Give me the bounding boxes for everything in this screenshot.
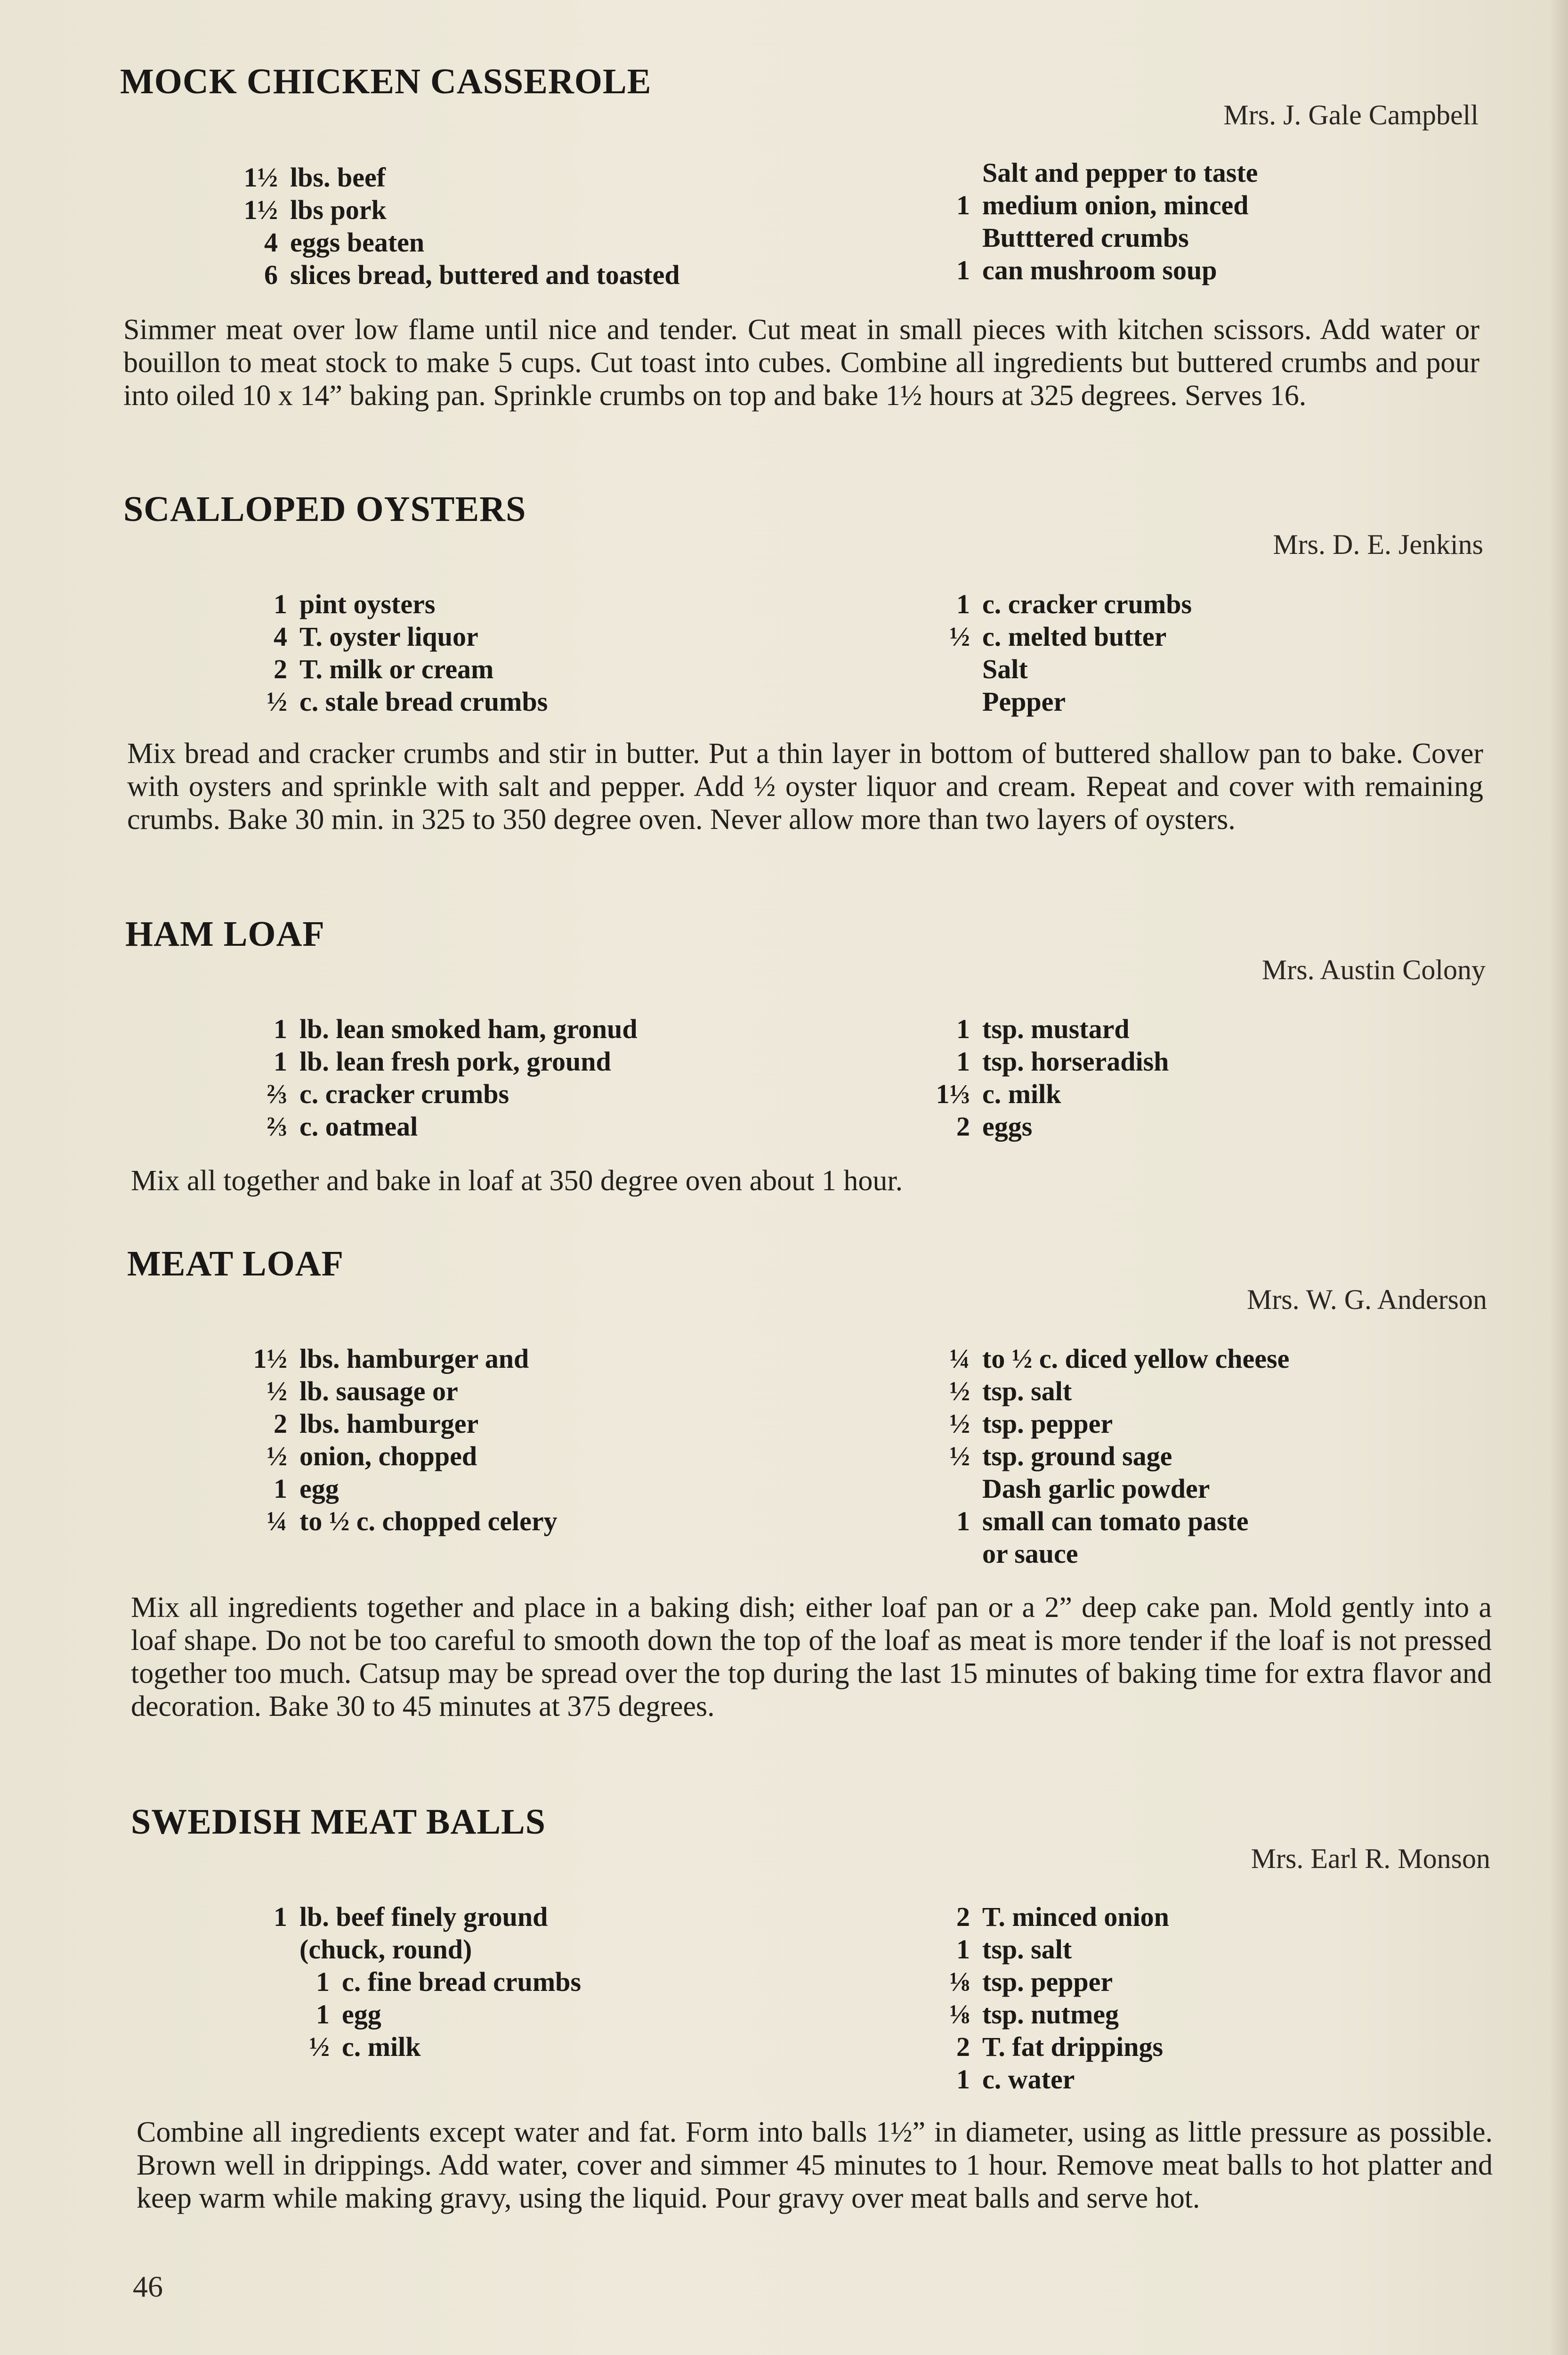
ingredient-amount: ½ (267, 1376, 287, 1406)
ingredient-amount: ½ (309, 2031, 330, 2062)
ingredient-amount: ½ (949, 1408, 970, 1439)
ingredient-amount: 1½ (243, 162, 278, 193)
ingredient-amount: 4 (264, 227, 278, 258)
ingredient-name: pint oysters (299, 589, 436, 619)
ingredient-amount: 1 (956, 589, 970, 619)
ingredient-name: to ½ c. diced yellow cheese (982, 1343, 1290, 1374)
ingredient-item (245, 620, 548, 653)
recipe-author: Mrs. D. E. Jenkins (1273, 529, 1483, 560)
ingredient-amount: 1 (316, 1999, 330, 2030)
ingredient-name: slices bread, buttered and toasted (290, 260, 680, 290)
ingredient-amount: ⅔ (267, 1111, 287, 1142)
ingredient-name: T. minced onion (982, 1901, 1169, 1932)
ingredient-name: medium onion, minced (982, 190, 1249, 220)
ingredient-name: c. fine bread crumbs (342, 1966, 582, 1997)
ingredient-item (245, 2030, 581, 2063)
ingredient-item (245, 1045, 638, 1078)
ingredient-amount: 1⅓ (936, 1079, 970, 1109)
ingredient-amount: 1½ (243, 195, 278, 225)
ingredient-item (923, 1900, 1169, 1933)
ingredient-name: c. stale bread crumbs (299, 686, 548, 717)
ingredient-amount (245, 1933, 299, 1965)
ingredient-item (923, 156, 1258, 189)
ingredient-amount (923, 221, 982, 254)
ingredient-name: c. milk (342, 2031, 421, 2062)
ingredient-item (245, 1965, 581, 1998)
ingredient-item (202, 226, 680, 259)
ingredient-name: lb. sausage or (299, 1376, 458, 1406)
ingredient-amount: ½ (949, 621, 970, 652)
ingredient-item (923, 653, 1192, 685)
ingredient-amount: 1 (274, 1014, 287, 1044)
ingredient-item (923, 1933, 1169, 1965)
recipe-title: HAM LOAF (125, 914, 325, 954)
ingredient-name: to ½ c. chopped celery (299, 1506, 558, 1536)
ingredient-list-left (245, 1013, 638, 1143)
ingredient-item (923, 1537, 1289, 1570)
ingredient-item (245, 1933, 581, 1965)
ingredient-item (202, 1407, 558, 1440)
ingredient-item (245, 588, 548, 620)
ingredient-name: c. oatmeal (299, 1111, 418, 1142)
ingredient-item (202, 1375, 558, 1407)
ingredient-amount: 1 (956, 255, 970, 285)
ingredient-name: c. melted butter (982, 621, 1167, 652)
recipe-directions: Mix all ingredients together and place in a baking dish; either loaf pan or a 2” deep cake pan. Mold gently into a loaf shape. Do not be too careful to smooth down the top of the loaf as meat is more tender if the loaf is not pressed together too much. Catsup may be spread over the top during the last 15 minutes of baking time for extra flavor and decoration. Bake 30 to 45 minutes at 375 degrees. (131, 1592, 1492, 1722)
ingredient-amount: ½ (949, 1376, 970, 1406)
recipe-author: Mrs. W. G. Anderson (1246, 1284, 1487, 1315)
ingredient-amount: 2 (274, 654, 287, 684)
ingredient-list-left (202, 161, 680, 291)
ingredient-name: Dash garlic powder (982, 1473, 1210, 1504)
recipe-directions: Simmer meat over low flame until nice and tender. Cut meat in small pieces with kitchen scissors. Add water or bouillon to meat stock to make 5 cups. Cut toast into cubes. Combine all ingredients but buttered crumbs and pour into oiled 10 x 14” baking pan. Sprinkle crumbs on top and bake 1½ hours at 325 degrees. Serves 16. (123, 314, 1479, 412)
ingredient-name: c. water (982, 2064, 1075, 2095)
ingredient-amount: 2 (274, 1408, 287, 1439)
ingredient-item (245, 1078, 638, 1110)
ingredient-amount: 2 (956, 2031, 970, 2062)
ingredient-item (245, 1110, 638, 1143)
ingredient-item (923, 1965, 1169, 1998)
ingredient-amount: 1 (316, 1966, 330, 1997)
ingredient-item (913, 1045, 1169, 1078)
ingredient-item (202, 161, 680, 194)
ingredient-item (913, 1078, 1169, 1110)
ingredient-item (202, 1472, 558, 1505)
ingredient-name: lbs. hamburger (299, 1408, 479, 1439)
ingredient-amount: 1 (956, 1934, 970, 1965)
ingredient-name: lb. beef finely ground (299, 1901, 548, 1932)
ingredient-amount: 2 (956, 1901, 970, 1932)
ingredient-item (923, 1998, 1169, 2030)
ingredient-name: lb. lean fresh pork, ground (299, 1046, 611, 1077)
ingredient-name: eggs beaten (290, 227, 425, 258)
ingredient-name: c. cracker crumbs (299, 1079, 509, 1109)
ingredient-amount: ⅔ (267, 1079, 287, 1109)
recipe-title: SCALLOPED OYSTERS (123, 489, 526, 529)
ingredient-amount (923, 1472, 982, 1505)
ingredient-item (913, 1013, 1169, 1045)
ingredient-item (923, 588, 1192, 620)
recipe-directions: Mix bread and cracker crumbs and stir in butter. Put a thin layer in bottom of buttered shallow pan to bake. Cover with oysters and sprinkle with salt and pepper. Add ½ oyster liquor and cream. Repeat and cover with remaining crumbs. Bake 30 min. in 325 to 350 degree oven. Never allow more than two layers of oysters. (127, 738, 1483, 836)
ingredient-name: c. milk (982, 1079, 1061, 1109)
ingredient-item (923, 620, 1192, 653)
ingredient-list-left (245, 1900, 581, 2063)
ingredient-item (245, 1900, 581, 1933)
ingredient-item (923, 2063, 1169, 2095)
ingredient-name: tsp. horseradish (982, 1046, 1169, 1077)
ingredient-name: Butttered crumbs (982, 222, 1189, 253)
ingredient-item (202, 194, 680, 226)
recipe-title: MEAT LOAF (127, 1244, 344, 1283)
ingredient-name: onion, chopped (299, 1441, 477, 1471)
ingredient-amount: 1 (956, 190, 970, 220)
ingredient-amount: ½ (949, 1441, 970, 1471)
ingredient-item (202, 1342, 558, 1375)
ingredient-name: lbs. hamburger and (299, 1343, 529, 1374)
ingredient-list-right (913, 1013, 1169, 1143)
ingredient-item (913, 1110, 1169, 1143)
ingredient-amount: 1 (956, 2064, 970, 2095)
ingredient-name: Salt (982, 654, 1028, 684)
ingredient-item (923, 189, 1258, 221)
recipe-directions: Combine all ingredients except water and fat. Form into balls 1½” in diameter, using as little pressure as possible. Brown well in drippings. Add water, cover and simmer 45 minutes to 1 hour. Remove meat balls to hot platter and keep warm while making gravy, using the liquid. Pour gravy over meat balls and serve hot. (137, 2116, 1493, 2214)
ingredient-item (245, 1013, 638, 1045)
ingredient-amount: ¼ (949, 1343, 970, 1374)
ingredient-item (923, 1342, 1289, 1375)
ingredient-name: T. milk or cream (299, 654, 494, 684)
recipe-directions: Mix all together and bake in loaf at 350 degree oven about 1 hour. (131, 1165, 903, 1197)
ingredient-name: tsp. salt (982, 1934, 1072, 1965)
ingredient-name: tsp. pepper (982, 1408, 1113, 1439)
ingredient-item (923, 2030, 1169, 2063)
ingredient-amount: 1 (956, 1046, 970, 1077)
ingredient-amount (923, 156, 982, 189)
ingredient-amount: 2 (956, 1111, 970, 1142)
ingredient-amount: ⅛ (949, 1966, 970, 1997)
ingredient-name: small can tomato paste (982, 1506, 1249, 1536)
ingredient-amount: ⅛ (949, 1999, 970, 2030)
ingredient-name: Pepper (982, 686, 1066, 717)
ingredient-amount: ¼ (267, 1506, 287, 1536)
ingredient-item (202, 1505, 558, 1537)
ingredient-name: egg (299, 1473, 339, 1504)
ingredient-name: can mushroom soup (982, 255, 1217, 285)
ingredient-item (202, 259, 680, 291)
ingredient-amount: 1 (274, 1046, 287, 1077)
ingredient-amount: 1 (274, 1473, 287, 1504)
ingredient-item (202, 1440, 558, 1472)
ingredient-name: lbs pork (290, 195, 387, 225)
ingredient-name: tsp. pepper (982, 1966, 1113, 1997)
ingredient-amount: ½ (267, 1441, 287, 1471)
page-edge-shadow (1549, 0, 1568, 2355)
ingredient-name: lbs. beef (290, 162, 386, 193)
ingredient-amount: 6 (264, 260, 278, 290)
ingredient-item (923, 685, 1192, 718)
ingredient-amount (923, 653, 982, 685)
ingredient-name: lb. lean smoked ham, gronud (299, 1014, 638, 1044)
ingredient-item (923, 1375, 1289, 1407)
recipe-author: Mrs. Earl R. Monson (1251, 1843, 1490, 1874)
ingredient-amount: ½ (267, 686, 287, 717)
ingredient-list-left (202, 1342, 558, 1537)
ingredient-name: or sauce (982, 1538, 1078, 1569)
ingredient-item (923, 221, 1258, 254)
ingredient-list-right (923, 156, 1258, 286)
recipe-author: Mrs. J. Gale Campbell (1223, 99, 1479, 130)
ingredient-amount: 1 (274, 1901, 287, 1932)
recipe-author: Mrs. Austin Colony (1261, 954, 1486, 985)
ingredient-item (245, 685, 548, 718)
ingredient-list-left (245, 588, 548, 718)
ingredient-amount: 4 (274, 621, 287, 652)
ingredient-item (923, 1440, 1289, 1472)
page-number: 46 (133, 2270, 163, 2303)
ingredient-list-right (923, 1900, 1169, 2095)
ingredient-name: egg (342, 1999, 381, 2030)
ingredient-name: T. oyster liquor (299, 621, 478, 652)
ingredient-list-right (923, 588, 1192, 718)
ingredient-item (923, 254, 1258, 286)
ingredient-amount: 1 (956, 1014, 970, 1044)
ingredient-name: (chuck, round) (299, 1934, 472, 1965)
ingredient-name: tsp. salt (982, 1376, 1072, 1406)
ingredient-item (245, 1998, 581, 2030)
ingredient-name: eggs (982, 1111, 1033, 1142)
recipe-title: SWEDISH MEAT BALLS (131, 1802, 546, 1842)
ingredient-name: T. fat drippings (982, 2031, 1164, 2062)
ingredient-name: tsp. ground sage (982, 1441, 1172, 1471)
ingredient-name: c. cracker crumbs (982, 589, 1192, 619)
ingredient-amount: 1 (956, 1506, 970, 1536)
ingredient-name: Salt and pepper to taste (982, 157, 1258, 188)
ingredient-amount: 1 (274, 589, 287, 619)
ingredient-list-right (923, 1342, 1289, 1570)
ingredient-item (923, 1472, 1289, 1505)
ingredient-amount: 1½ (253, 1343, 287, 1374)
ingredient-item (923, 1505, 1289, 1537)
ingredient-item (923, 1407, 1289, 1440)
ingredient-name: tsp. mustard (982, 1014, 1130, 1044)
ingredient-amount (923, 685, 982, 718)
ingredient-item (245, 653, 548, 685)
recipe-title: MOCK CHICKEN CASSEROLE (120, 62, 652, 101)
ingredient-amount (923, 1537, 982, 1570)
ingredient-name: tsp. nutmeg (982, 1999, 1119, 2030)
